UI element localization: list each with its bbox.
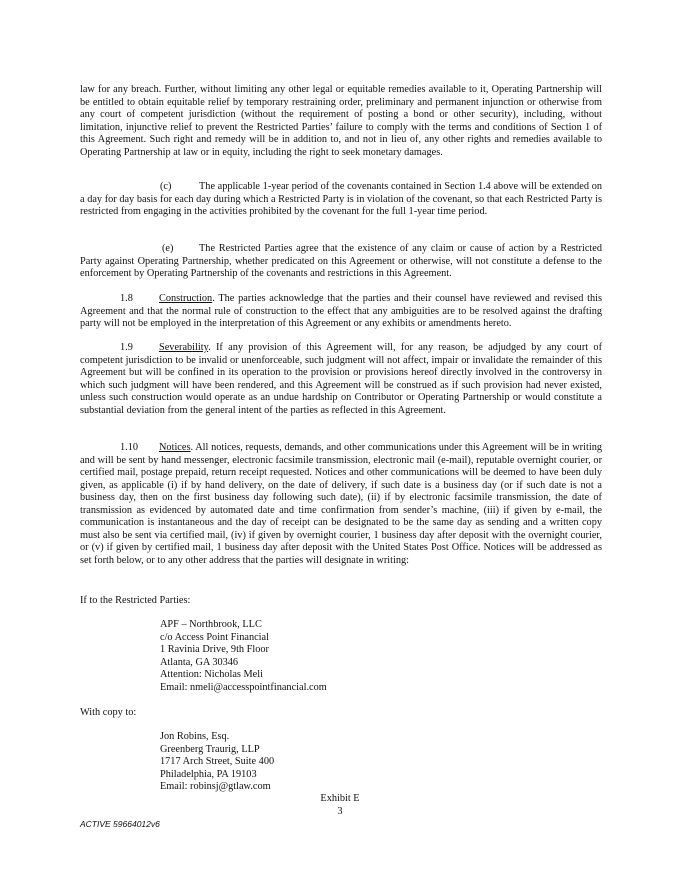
address-line: 1717 Arch Street, Suite 400 [160, 756, 275, 768]
copy-to-address [160, 731, 274, 794]
section-1-10 [80, 442, 602, 567]
paragraph-e-number: (e) [162, 243, 174, 254]
section-1-9 [80, 342, 602, 417]
exhibit-label: Exhibit E [320, 793, 360, 804]
paragraph-e-text: The Restricted Parties agree that the existence of any claim or cause of action by a Restricted Party against Operating Partnership, whether predicated on this Agreement or otherwise, will not constitute a defense to the enforcement by Operating Partnership of the covenants and restrictions in this Agreement. [80, 243, 602, 280]
document-id: ACTIVE 59664012v6 [80, 819, 160, 829]
paragraph-c-number: (c) [160, 181, 172, 192]
paragraph-e [80, 243, 602, 281]
section-1-8 [80, 293, 602, 331]
address-line: Philadelphia, PA 19103 [160, 768, 257, 780]
section-1-9-text: . If any provision of this Agreement will, for any reason, be adjudged by any court of competent jurisdiction to be invalid or unenforceable, such judgment will not affect, impair or invalidate the remainder of this Agreement but will be confined in its operation to the provision or provisions hereof directly involved in the controversy in which such judgment will have been rendered, and this Agreement will be construed as if such provision had never existed, unless such construction would operate as an undue hardship on Contributor or Operating Partnership or would constitute a substantial deviation from the general intent of the parties as reflected in this Agreement. [80, 342, 602, 416]
address-line: Atlanta, GA 30346 [160, 656, 239, 668]
address-line: Jon Robins, Esq. [160, 731, 230, 742]
section-1-10-number: 1.10 [120, 442, 139, 453]
address-line: Attention: Nicholas Meli [160, 669, 263, 681]
address-line: APF – Northbrook, LLC [160, 619, 262, 630]
section-1-9-number: 1.9 [120, 342, 133, 353]
page-number: 3 [337, 806, 343, 817]
restricted-parties-address [160, 619, 327, 694]
email-line: Email: nmeli@accesspointfinancial.com [160, 681, 327, 693]
section-1-8-title: Construction [159, 293, 213, 304]
paragraph-c-text: The applicable 1-year period of the covenants contained in Section 1.4 above will be extended on a day for day basis for each day during which a Restricted Party is in violation of the covenant, so that each Restricted Party is restricted from engaging in the activities prohibited by the covenant for the full 1-year time period. [80, 181, 602, 218]
address-line: 1 Ravinia Drive, 9th Floor [160, 644, 269, 656]
section-1-8-number: 1.8 [120, 293, 133, 304]
email-line: Email: robinsj@gtlaw.com [160, 781, 271, 793]
section-1-10-text: . All notices, requests, demands, and other communications under this Agreement will be in writing and will be sent by hand messenger, electronic facsimile transmission, electronic mail (e-mail), reputable overnight courier, or certified mail, postage prepaid, return receipt requested. Notices and other communications will be deemed to have been duly given, as applicable (i) if by hand delivery, on the date of delivery, if such date is a business day (or if such date is not a business day, then on the first business day following such date), (ii) if by electronic facsimile transmission, the date of transmission as evidenced by automated date and time confirmation from sender’s machine, (iii) if given by e-mail, the communication is instantaneous and the day of receipt can be designated to be the same day as sending and a written copy must also be sent via certified mail, (iv) if given by overnight courier, 1 business day after deposit with the overnight courier, or (v) if given by certified mail, 1 business day after deposit with the United States Post Office. Notices will be addressed as set forth below, or to any other address that the parties will designate in writing: [80, 442, 602, 566]
section-1-8-text: . The parties acknowledge that the parties and their counsel have reviewed and revised this Agreement and that the normal rule of construction to the effect that any ambiguities are to be resolved against the drafting party will not be employed in the interpretation of this Agreement or any exhibits or amendments hereto. [80, 293, 602, 330]
address-line: Greenberg Traurig, LLP [160, 743, 260, 755]
copy-to-label: With copy to: [80, 707, 137, 718]
section-1-9-title: Severability [159, 342, 209, 353]
paragraph-continued: law for any breach. Further, without limiting any other legal or equitable remedies available to it, Operating Partnership will be entitled to obtain equitable relief by temporary restraining order, preliminary and permanent injunction or otherwise from any court of competent jurisdiction (without the requirement of posting a bond or other security), including, without limitation, injunctive relief to prevent the Restricted Parties’ failure to comply with the terms and conditions of Section 1 of this Agreement. Such right and remedy will be in addition to, and not in lieu of, any other rights and remedies available to Operating Partnership at law or in equity, including the right to seek monetary damages. [80, 84, 602, 158]
address-line: c/o Access Point Financial [160, 631, 269, 643]
paragraph-c [80, 181, 602, 219]
restricted-parties-label: If to the Restricted Parties: [80, 595, 191, 606]
section-1-10-title: Notices [159, 442, 191, 453]
